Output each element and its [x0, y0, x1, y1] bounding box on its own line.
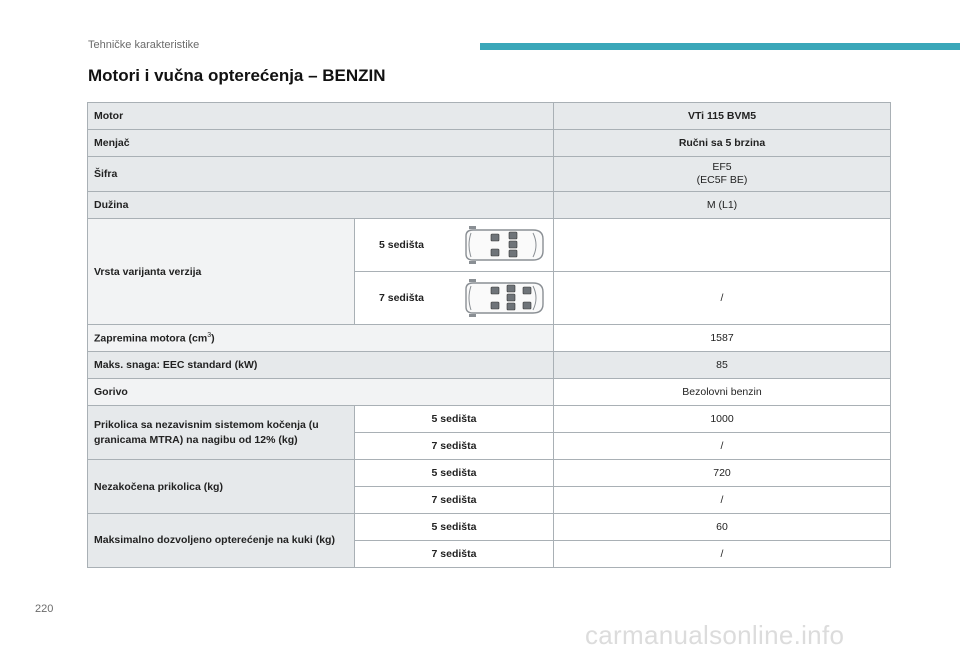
- seat-count-label: 7 sedišta: [379, 292, 424, 304]
- row-label-zapremina: [88, 325, 554, 352]
- table-row: [88, 460, 891, 487]
- row-label-prikolica-nekoc: Nezakočena prikolica (kg): [88, 460, 355, 514]
- zapremina-sup: 3: [207, 331, 212, 339]
- prikolica-koc-value-5: 1000: [554, 406, 891, 433]
- zapremina-label: Zapremina motora (cm: [94, 332, 208, 345]
- seat-count-label: 7 sedišta: [355, 487, 554, 514]
- seat-count-label: 5 sedišta: [355, 406, 554, 433]
- watermark: carmanualsonline.info: [585, 620, 845, 650]
- table-row: [88, 103, 891, 130]
- kuka-value-5: 60: [554, 514, 891, 541]
- page-title: Motori i vučna opterećenja – BENZIN: [88, 66, 386, 85]
- verzija-value-5: [554, 219, 891, 272]
- sifra-line1: EF5: [712, 161, 732, 173]
- seat-option-5: [355, 219, 554, 272]
- row-value-zapremina: 1587: [554, 325, 891, 352]
- table-row: [88, 219, 891, 272]
- seat-count-label: 5 sedišta: [355, 460, 554, 487]
- row-value-duzina: M (L1): [554, 192, 891, 219]
- seat-option-7: [355, 272, 554, 325]
- table-row: [88, 514, 891, 541]
- row-value-gorivo: Bezolovni benzin: [554, 379, 891, 406]
- prikolica-nekoc-value-7: /: [554, 487, 891, 514]
- row-label-sifra: Šifra: [88, 157, 554, 192]
- prikolica-koc-value-7: /: [554, 433, 891, 460]
- kuka-value-7: /: [554, 541, 891, 568]
- table-row: [88, 406, 891, 433]
- table-row: [88, 352, 891, 379]
- seat-count-label: 7 sedišta: [355, 433, 554, 460]
- row-label-duzina: Dužina: [88, 192, 554, 219]
- row-label-prikolica-koc: Prikolica sa nezavisnim sistemom kočenja (u granicama MTRA) na nagibu od 12% (kg): [88, 406, 355, 460]
- van-7-seats-icon: [463, 279, 545, 317]
- van-5-seats-icon: [463, 226, 545, 264]
- page-number: 220: [35, 603, 54, 615]
- specs-table: [87, 102, 891, 568]
- header-accent-bar: [480, 43, 960, 50]
- seat-count-label: 7 sedišta: [355, 541, 554, 568]
- prikolica-nekoc-value-5: 720: [554, 460, 891, 487]
- row-value-motor: VTi 115 BVM5: [554, 103, 891, 130]
- row-value-snaga: 85: [554, 352, 891, 379]
- table-row: [88, 379, 891, 406]
- verzija-value-7: /: [554, 272, 891, 325]
- zapremina-label-end: ): [211, 332, 215, 345]
- row-value-menjac: Ručni sa 5 brzina: [554, 130, 891, 157]
- row-label-menjac: Menjač: [88, 130, 554, 157]
- table-row: [88, 192, 891, 219]
- sifra-line2: (EC5F BE): [696, 174, 748, 186]
- row-label-verzija: Vrsta varijanta verzija: [88, 219, 355, 325]
- row-label-motor: Motor: [88, 103, 554, 130]
- table-row: [88, 325, 891, 352]
- seat-count-label: 5 sedišta: [355, 514, 554, 541]
- row-label-snaga: Maks. snaga: EEC standard (kW): [88, 352, 554, 379]
- row-value-sifra: [554, 157, 891, 192]
- table-row: [88, 130, 891, 157]
- seat-count-label: 5 sedišta: [379, 239, 424, 251]
- section-label: Tehničke karakteristike: [88, 39, 200, 51]
- row-label-gorivo: Gorivo: [88, 379, 554, 406]
- row-label-kuka: Maksimalno dozvoljeno opterećenje na kuki (kg): [88, 514, 355, 568]
- table-row: [88, 157, 891, 192]
